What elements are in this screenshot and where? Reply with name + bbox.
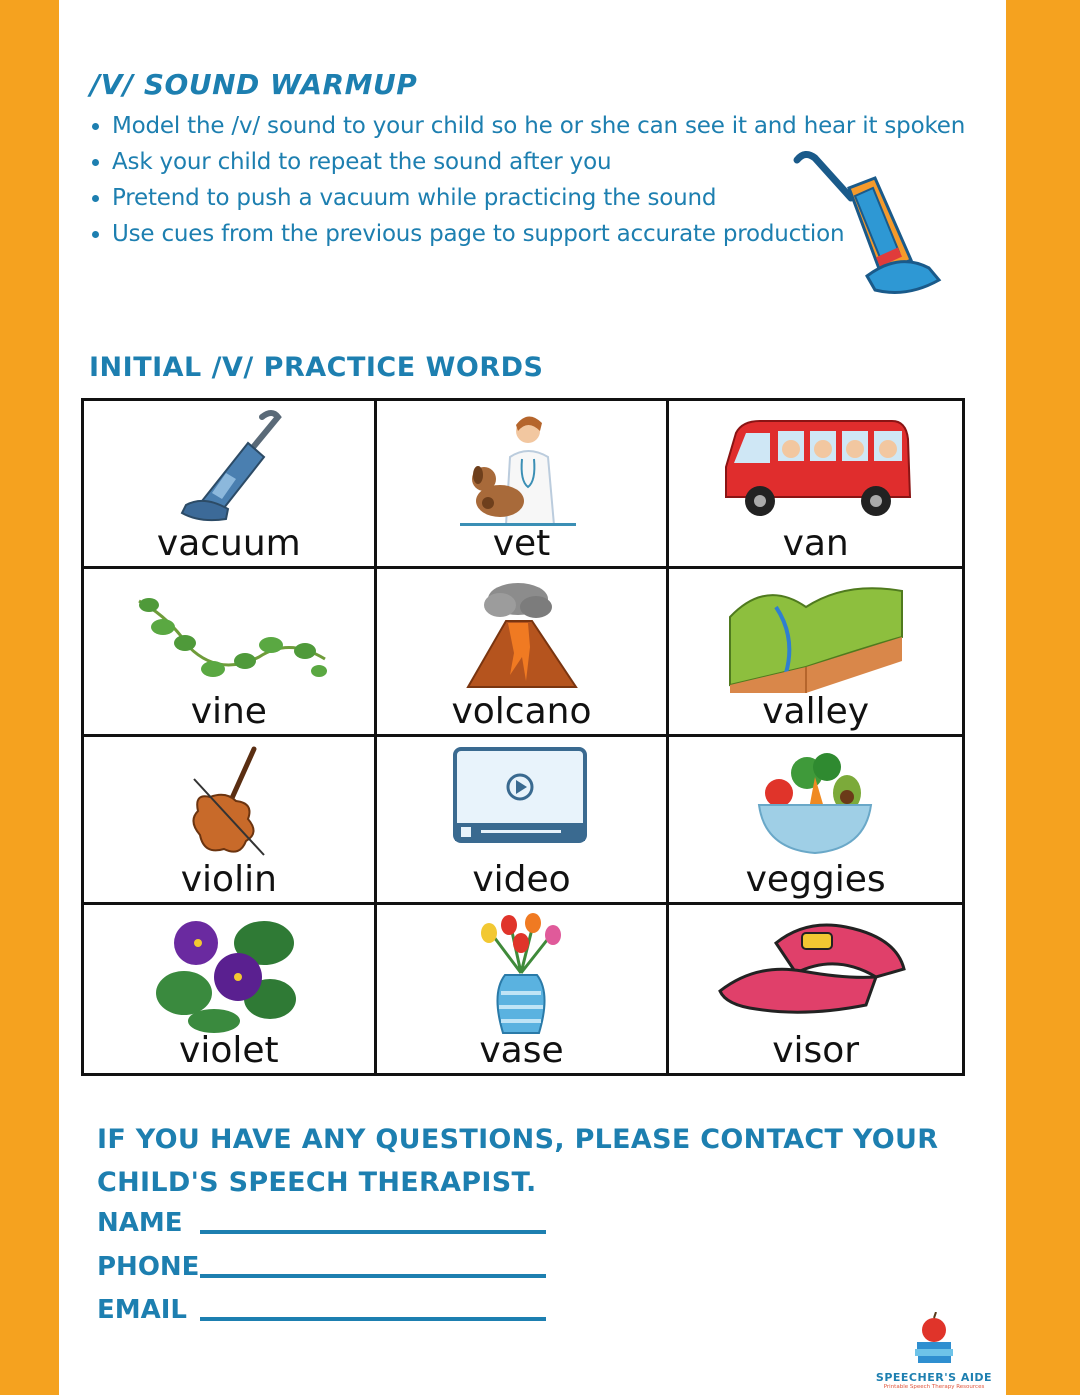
word-card (84, 905, 377, 1073)
word-label: violet (179, 1030, 279, 1071)
vacuum-cleaner-illustration (789, 148, 949, 308)
word-label: vet (492, 523, 551, 564)
worksheet-page (59, 0, 1006, 1395)
name-field-row (97, 1208, 546, 1238)
word-label: vase (479, 1030, 564, 1071)
vine-icon (129, 577, 329, 697)
word-label: vacuum (156, 523, 301, 564)
contact-instructions-line2: CHILD'S SPEECH THERAPIST. (97, 1167, 537, 1198)
word-label: video (472, 859, 571, 900)
word-label: violin (180, 859, 277, 900)
warmup-tip: • Ask your child to repeat the sound after you (112, 144, 965, 180)
warmup-tip: • Pretend to push a vacuum while practicing the sound (112, 180, 965, 216)
veggies-icon (751, 745, 881, 865)
word-card (669, 737, 962, 905)
video-icon (451, 745, 591, 849)
name-blank-line (200, 1230, 546, 1234)
email-field-row (97, 1295, 546, 1325)
logo-tagline: Printable Speech Therapy Resources (883, 1384, 985, 1390)
apple-books-icon (909, 1312, 959, 1364)
contact-instructions-line1: IF YOU HAVE ANY QUESTIONS, PLEASE CONTACT YOUR (97, 1124, 939, 1155)
visor-icon (716, 913, 916, 1023)
name-label: NAME (97, 1208, 183, 1238)
volcano-icon (456, 577, 586, 697)
email-blank-line (200, 1317, 546, 1321)
word-card (84, 569, 377, 737)
valley-icon (726, 577, 906, 697)
word-label: valley (762, 691, 870, 732)
word-card (669, 905, 962, 1073)
phone-label: PHONE (97, 1252, 200, 1282)
word-label: van (782, 523, 849, 564)
practice-words-title: INITIAL /V/ PRACTICE WORDS (89, 352, 544, 383)
practice-words-grid (81, 398, 965, 1076)
phone-field-row (97, 1252, 546, 1282)
warmup-tip: • Model the /v/ sound to your child so he or she can see it and hear it spoken (112, 108, 965, 144)
word-card (377, 401, 670, 569)
word-card (377, 905, 670, 1073)
word-label: veggies (745, 859, 886, 900)
word-card (669, 569, 962, 737)
word-card (377, 737, 670, 905)
word-label: volcano (451, 691, 592, 732)
word-label: vine (190, 691, 267, 732)
word-card (669, 401, 962, 569)
word-card (84, 737, 377, 905)
word-label: visor (772, 1030, 860, 1071)
speechers-aide-logo (874, 1312, 994, 1390)
vacuum-icon (164, 409, 294, 529)
word-card (377, 569, 670, 737)
warmup-title: /V/ SOUND WARMUP (90, 68, 418, 101)
van-icon (716, 409, 916, 529)
violet-icon (154, 913, 304, 1033)
email-label: EMAIL (97, 1295, 187, 1325)
word-card (84, 401, 377, 569)
warmup-tip: • Use cues from the previous page to support accurate production (112, 216, 965, 252)
vase-icon (471, 913, 571, 1035)
vet-icon (456, 409, 586, 529)
logo-name: SPEECHER'S AIDE (875, 1371, 993, 1384)
phone-blank-line (200, 1274, 546, 1278)
violin-icon (164, 745, 294, 865)
